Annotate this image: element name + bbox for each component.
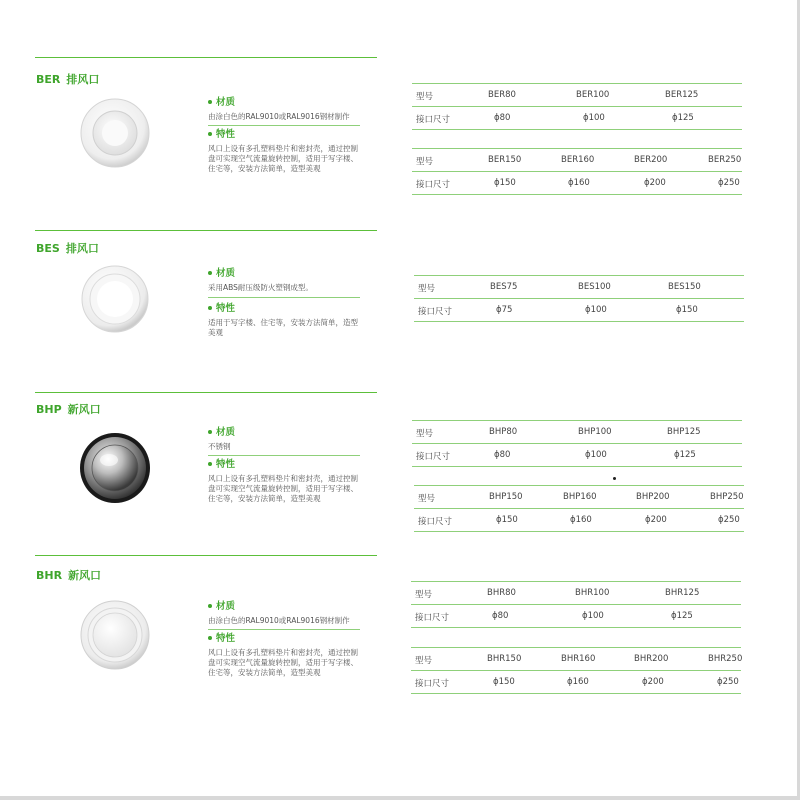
stray-dot <box>613 477 616 480</box>
product-code: BHP <box>36 403 62 416</box>
model-row <box>414 485 744 509</box>
size-cell: ϕ150 <box>494 178 516 188</box>
feature-heading: 特性 <box>208 129 360 141</box>
model-cell: BES150 <box>668 282 701 292</box>
product-title <box>36 71 99 87</box>
model-cell: BHR100 <box>575 588 610 598</box>
model-label: 型号 <box>416 429 434 439</box>
section-divider <box>35 230 377 231</box>
spec-table <box>412 420 742 467</box>
spec-table <box>411 647 741 694</box>
attr-divider <box>208 297 360 298</box>
bullet-icon <box>208 306 212 310</box>
product-title <box>36 240 99 256</box>
feature-text: 风口上设有多孔塑料垫片和密封壳，通过控制盘可实现空气流量旋转控制，适用于写字楼、住宅等，安装方法简单，造型美观 <box>208 144 358 173</box>
model-cell: BHR125 <box>665 588 700 598</box>
size-row <box>412 444 742 467</box>
size-cell: ϕ250 <box>718 515 740 525</box>
model-label: 型号 <box>416 157 434 167</box>
model-cell: BHR200 <box>634 654 669 664</box>
size-cell: ϕ80 <box>494 450 511 460</box>
feature-text: 风口上设有多孔塑料垫片和密封壳，通过控制盘可实现空气流量旋转控制，适用于写字楼、住宅等，安装方法简单，造型美观 <box>208 648 358 677</box>
model-cell: BHP80 <box>489 427 518 437</box>
size-cell: ϕ80 <box>494 113 511 123</box>
bullet-icon <box>208 430 212 434</box>
model-cell: BER250 <box>708 155 742 165</box>
size-cell: ϕ75 <box>496 305 513 315</box>
size-cell: ϕ100 <box>585 450 607 460</box>
material-block <box>208 601 360 626</box>
size-cell: ϕ160 <box>570 515 592 525</box>
product-title <box>36 567 101 583</box>
section-divider <box>35 392 377 393</box>
size-cell: ϕ125 <box>674 450 696 460</box>
model-row <box>412 148 742 172</box>
size-label: 接口尺寸 <box>418 517 453 527</box>
size-label: 接口尺寸 <box>415 679 450 689</box>
size-cell: ϕ125 <box>671 611 693 621</box>
bullet-icon <box>208 604 212 608</box>
material-text: 采用ABS耐压级防火塑钢成型。 <box>208 283 313 292</box>
model-cell: BHR150 <box>487 654 522 664</box>
size-row <box>411 605 741 628</box>
product-code: BES <box>36 242 60 255</box>
size-cell: ϕ200 <box>645 515 667 525</box>
size-cell: ϕ160 <box>568 178 590 188</box>
model-cell: BHP150 <box>489 492 523 502</box>
product-image-ber <box>80 98 150 168</box>
section-divider <box>35 555 377 556</box>
attr-divider <box>208 629 360 630</box>
size-row <box>412 172 742 195</box>
size-cell: ϕ250 <box>718 178 740 188</box>
size-cell: ϕ125 <box>672 113 694 123</box>
material-block <box>208 427 360 452</box>
attr-divider <box>208 455 360 456</box>
material-heading: 材质 <box>208 268 360 280</box>
material-text: 不锈钢 <box>208 442 231 451</box>
product-name: 排风口 <box>66 73 100 86</box>
size-label: 接口尺寸 <box>416 180 451 190</box>
size-cell: ϕ100 <box>583 113 605 123</box>
product-name: 新风口 <box>67 403 101 416</box>
model-label: 型号 <box>418 284 436 294</box>
product-image-bhp <box>79 432 151 504</box>
feature-heading: 特性 <box>208 459 360 471</box>
model-cell: BER100 <box>576 90 610 100</box>
material-heading: 材质 <box>208 427 360 439</box>
material-block <box>208 97 360 122</box>
model-label: 型号 <box>416 92 434 102</box>
size-label: 接口尺寸 <box>416 452 451 462</box>
material-heading: 材质 <box>208 97 360 109</box>
product-title <box>36 401 101 417</box>
bullet-icon <box>208 100 212 104</box>
feature-text: 风口上设有多孔塑料垫片和密封壳，通过控制盘可实现空气流量旋转控制，适用于写字楼、住宅等，安装方法简单，造型美观 <box>208 474 358 503</box>
model-cell: BHR160 <box>561 654 596 664</box>
size-label: 接口尺寸 <box>416 115 451 125</box>
size-cell: ϕ200 <box>642 677 664 687</box>
material-heading: 材质 <box>208 601 360 613</box>
feature-heading: 特性 <box>208 633 360 645</box>
attr-divider <box>208 125 360 126</box>
bullet-icon <box>208 636 212 640</box>
bullet-icon <box>208 462 212 466</box>
page-frame-bottom <box>0 796 800 800</box>
size-cell: ϕ250 <box>717 677 739 687</box>
section-divider <box>35 57 377 58</box>
feature-block <box>208 303 360 338</box>
size-row <box>412 107 742 130</box>
product-code: BER <box>36 73 61 86</box>
model-label: 型号 <box>415 656 433 666</box>
model-row <box>412 420 742 444</box>
bullet-icon <box>208 271 212 275</box>
model-cell: BHR80 <box>487 588 516 598</box>
size-cell: ϕ150 <box>493 677 515 687</box>
model-cell: BHP250 <box>710 492 744 502</box>
model-cell: BHP125 <box>667 427 701 437</box>
feature-block <box>208 129 360 174</box>
size-label: 接口尺寸 <box>415 613 450 623</box>
model-cell: BER125 <box>665 90 699 100</box>
bullet-icon <box>208 132 212 136</box>
model-row <box>411 581 741 605</box>
model-cell: BES100 <box>578 282 611 292</box>
model-cell: BHP200 <box>636 492 670 502</box>
spec-table <box>412 148 742 195</box>
product-name: 新风口 <box>68 569 102 582</box>
material-block <box>208 268 360 293</box>
size-cell: ϕ80 <box>492 611 509 621</box>
spec-table <box>414 485 744 532</box>
model-cell: BES75 <box>490 282 518 292</box>
model-cell: BHP160 <box>563 492 597 502</box>
size-cell: ϕ100 <box>585 305 607 315</box>
product-image-bhr <box>80 600 150 670</box>
material-text: 由涂白色的RAL9010或RAL9016钢材制作 <box>208 112 350 121</box>
model-cell: BHR250 <box>708 654 743 664</box>
size-label: 接口尺寸 <box>418 307 453 317</box>
feature-text: 适用于写字楼、住宅等，安装方法简单，造型美观 <box>208 318 358 337</box>
feature-block <box>208 633 360 678</box>
model-cell: BHP100 <box>578 427 612 437</box>
spec-table <box>411 581 741 628</box>
feature-block <box>208 459 360 504</box>
model-cell: BER160 <box>561 155 595 165</box>
model-row <box>411 647 741 671</box>
size-row <box>411 671 741 694</box>
model-row <box>412 83 742 107</box>
product-code: BHR <box>36 569 63 582</box>
model-cell: BER200 <box>634 155 668 165</box>
model-cell: BER150 <box>488 155 522 165</box>
size-cell: ϕ160 <box>567 677 589 687</box>
size-row <box>414 299 744 322</box>
size-cell: ϕ200 <box>644 178 666 188</box>
feature-heading: 特性 <box>208 303 360 315</box>
size-row <box>414 509 744 532</box>
size-cell: ϕ150 <box>676 305 698 315</box>
size-cell: ϕ100 <box>582 611 604 621</box>
model-label: 型号 <box>415 590 433 600</box>
model-cell: BER80 <box>488 90 516 100</box>
size-cell: ϕ150 <box>496 515 518 525</box>
spec-table <box>412 83 742 130</box>
model-row <box>414 275 744 299</box>
material-text: 由涂白色的RAL9010或RAL9016钢材制作 <box>208 616 350 625</box>
model-label: 型号 <box>418 494 436 504</box>
product-image-bes <box>81 265 149 333</box>
spec-table <box>414 275 744 322</box>
product-name: 排风口 <box>65 242 99 255</box>
